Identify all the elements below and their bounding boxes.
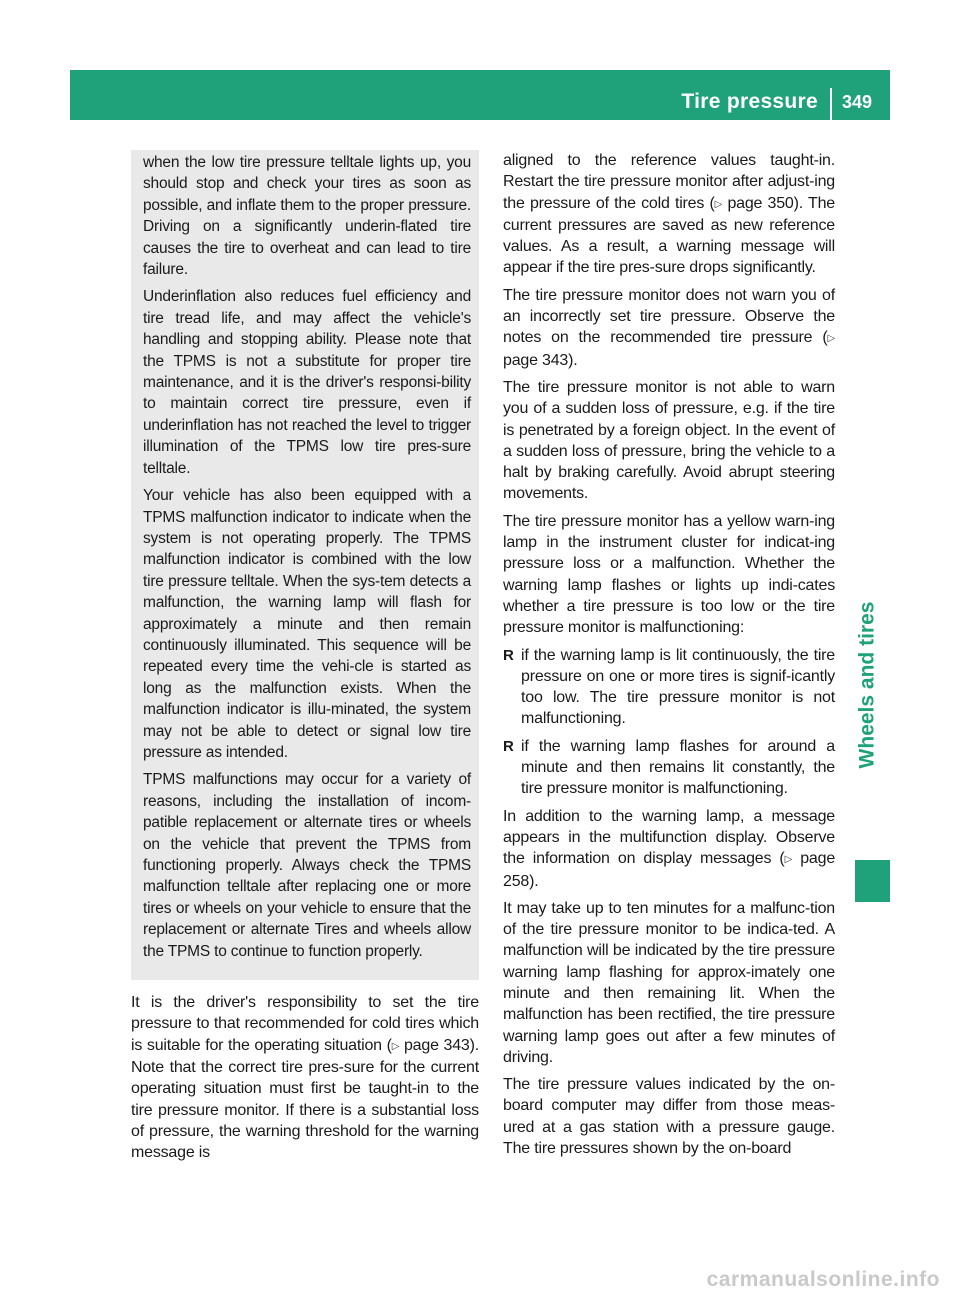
page-reference-link[interactable]: page 343 <box>403 1036 470 1054</box>
notice-paragraph: TPMS malfunctions may occur for a variety of reasons, including the installation of incom-patible replacement or alternate tires or wheels on the vehicle that prevent the TPMS from functioning properly. Always check the TPMS malfunction telltale after replacing one or more tires or wheels on your vehicle to ensure that the replacement or alternate Tires and wheels allow the TPMS to continue to function properly. <box>143 771 471 960</box>
watermark: carmanualsonline.info <box>706 1268 940 1291</box>
chapter-tab-marker <box>855 860 890 902</box>
restart-paragraph: aligned to the reference values taught-in. Restart the tire pressure monitor after adjust-ing the pressure of the cold tires (▷ page 350). The current pressures are saved as new reference values. As a result, a warning message will appear if the tire pres-sure drops significantly. <box>503 152 835 277</box>
page-reference-arrow-icon: ▷ <box>391 1040 400 1052</box>
chapter-tab-label: Wheels and tires <box>855 601 879 769</box>
page-reference-arrow-icon: ▷ <box>827 333 835 345</box>
section-title: Tire pressure <box>681 90 818 113</box>
warning-lamp-paragraph: The tire pressure monitor has a yellow warn-ing lamp in the instrument cluster for indicat-ing pressure loss or a malfunction. Whether the warning lamp flashes or lights up indi-cates whether a tire pressure is too low or the tire pressure monitor is malfunctioning: <box>503 512 835 637</box>
list-item: R if the warning lamp is lit continuously, the tire pressure on one or more tires is signif-icantly too low. The tire pressure monitor is not malfunctioning. <box>503 645 835 730</box>
display-message-paragraph: In addition to the warning lamp, a message appears in the multifunction display. Observe the information on display messages (▷ page 258). <box>503 807 836 890</box>
page-number: 349 <box>842 92 873 112</box>
notice-paragraph: Your vehicle has also been equipped with a TPMS malfunction indicator to indicate when the system is not operating properly. The TPMS malfunction indicator is combined with the low tire pressure telltale. When the sys-tem detects a malfunction, the warning lamp will flash for approximately a minute and then remain continuously illuminated. This sequence will be repeated every time the vehi-cle is started as long as the malfunction exists. When the malfunction indicator is illu-minated, the system may not be able to detect or signal low tire pressure as intended. <box>143 487 471 761</box>
header-divider <box>830 88 832 120</box>
notice-paragraph: when the low tire pressure telltale lights up, you should stop and check your tires as soon as possible, and inflate them to the proper pressure. Driving on a significantly underin-flated tire causes the tire to overheat and can lead to tire failure. <box>143 154 471 279</box>
header-bar <box>70 70 890 120</box>
responsibility-paragraph: It is the driver's responsibility to set the tire pressure to that recommended for cold tires which is suitable for the operating situation (▷ page 343). Note that the correct tire pres-sure for the current operating situation must first be taught-in to the tire pressure monitor. If there is a substantial loss of pressure, the warning threshold for the warning message is <box>131 994 479 1162</box>
not-warn-paragraph: The tire pressure monitor does not warn you of an incorrectly set tire pressure. Observe the notes on the recommended tire pressure (▷ page 343). <box>503 286 835 369</box>
right-column <box>503 150 835 1165</box>
sudden-loss-paragraph: The tire pressure monitor is not able to warn you of a sudden loss of pressure, e.g. if the tire is penetrated by a foreign object. In the event of a sudden loss of pressure, bring the vehicle to a halt by braking carefully. Avoid abrupt steering movements. <box>503 378 835 503</box>
page-reference-arrow-icon: ▷ <box>714 198 723 210</box>
page-reference-link[interactable]: page 258 <box>503 850 836 890</box>
left-column <box>131 150 479 1169</box>
chapter-tab <box>827 545 907 825</box>
page-reference-arrow-icon: ▷ <box>784 854 793 866</box>
page-reference-link[interactable]: page 350 <box>727 194 794 212</box>
page-reference-link[interactable]: page 343 <box>503 351 569 369</box>
list-item: R if the warning lamp flashes for around a minute and then remains lit constantly, the tire pressure monitor is malfunctioning. <box>503 736 835 800</box>
tpms-notice-box <box>131 150 479 980</box>
gauge-difference-paragraph: The tire pressure values indicated by the on-board computer may differ from those meas-ured at a gas station with a pressure gauge. The tire pressures shown by the on-board <box>503 1076 835 1158</box>
warning-lamp-list <box>503 645 835 800</box>
notice-paragraph: Underinflation also reduces fuel efficiency and tire tread life, and may affect the vehicle's handling and stopping ability. Please note that the TPMS is not a substitute for proper tire maintenance, and it is the driver's responsi-bility to maintain correct tire pressure, even if underinflation has not reached the level to trigger illumination of the TPMS low tire pres-sure telltale. <box>143 288 471 477</box>
malfunction-delay-paragraph: It may take up to ten minutes for a malfunc-tion of the tire pressure monitor to be indica-ted. A malfunction will be indicated by the tire pressure warning lamp flashing for approx-imately one minute and then remaining lit. When the malfunction has been rectified, the tire pressure warning lamp goes out after a few minutes of driving. <box>503 899 835 1066</box>
